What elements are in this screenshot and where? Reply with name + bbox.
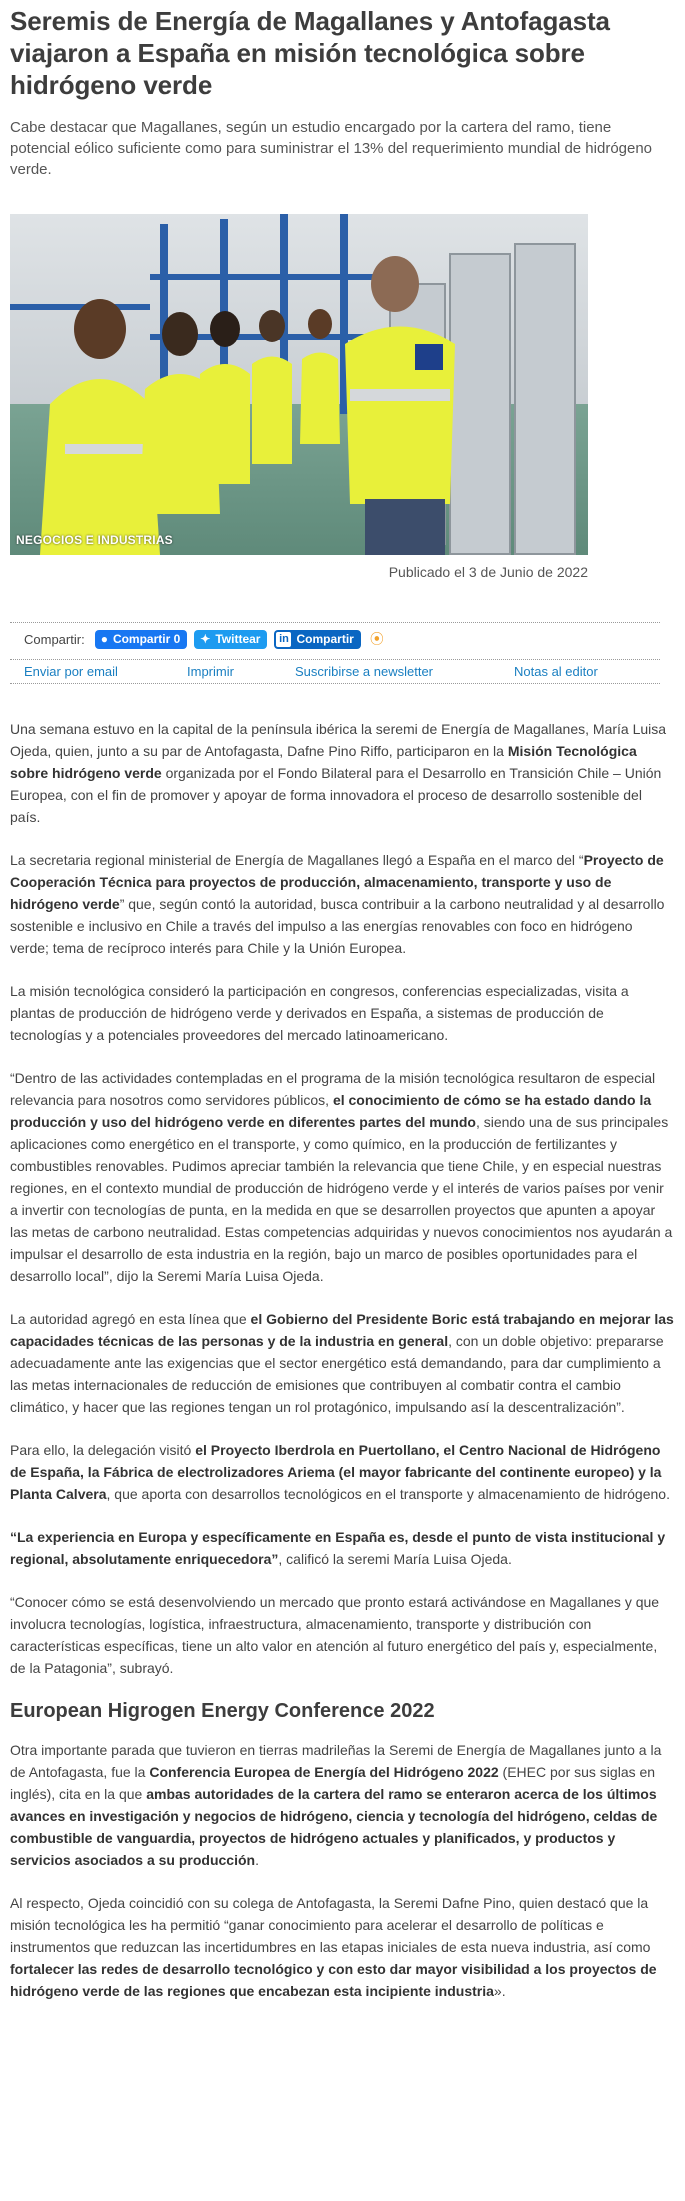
article-photo <box>10 214 588 555</box>
text-run: La secretaria regional ministerial de Energía de Magallanes llegó a España en el marco del “ <box>10 852 584 868</box>
text-run: Al respecto, Ojeda coincidió con su colega de Antofagasta, la Seremi Dafne Pino, quien destacó que la misión tecnológica les ha permitió “ganar conocimiento para acelerar el desarrollo de políticas e instrumentos que reduzcan las incertidumbres en las etapas iniciales de esta nueva industria, así como <box>10 1895 651 1955</box>
text-run: “Dentro de las actividades contempladas en el programa de la misión tecnológica resultaron de especial relevancia para nosotros como servidores públicos, <box>10 1070 656 1108</box>
article-paragraph <box>10 1739 675 1871</box>
text-run: organizada por el Fondo Bilateral para el Desarrollo en Transición Chile – Unión Europea, con el fin de promover y apoyar de forma innovadora el proceso de desarrollo sostenible del país. <box>10 765 662 825</box>
article-paragraph <box>10 849 675 959</box>
twitter-icon: ✦ <box>200 632 211 646</box>
section-heading: European Higrogen Energy Conference 2022 <box>10 1700 435 1722</box>
bold-text: Conferencia Europea de Energía del Hidrógeno 2022 <box>149 1764 499 1780</box>
bold-text: el Proyecto Iberdrola en Puertollano, el Centro Nacional de Hidrógeno de España, la Fábrica de electrolizadores Ariema (el mayor fabricante del continente europeo) y la Planta Calvera <box>10 1442 662 1502</box>
text-run: Para ello, la delegación visitó <box>10 1442 196 1458</box>
article-paragraph <box>10 1308 675 1418</box>
facebook-share-label: Compartir 0 <box>112 632 181 646</box>
rss-icon[interactable]: ⦿ <box>369 631 384 647</box>
share-label: Compartir: <box>24 631 85 647</box>
newsletter-link[interactable]: Suscribirse a newsletter <box>295 664 433 679</box>
linkedin-icon: in <box>276 632 291 647</box>
text-run: Una semana estuvo en la capital de la península ibérica la seremi de Energía de Magallanes, María Luisa Ojeda, quien, junto a su par de Antofagasta, Dafne Pino Riffo, participaron en la <box>10 721 667 759</box>
publish-date: Publicado el 3 de Junio de 2022 <box>388 564 588 580</box>
article-paragraphs <box>10 718 675 1679</box>
linkedin-share-button[interactable] <box>274 630 360 649</box>
article-lead: Cabe destacar que Magallanes, según un estudio encargado por la cartera del ramo, tiene potencial eólico suficiente como para suministrar el 13% del requerimiento mundial de hidrógeno verde. <box>10 119 653 178</box>
text-run: , siendo una de sus principales aplicaciones como energético en el transporte, y como químico, en la producción de fertilizantes y combustibles renovables. Pudimos apreciar también la relevancia que tiene Chile, y en especial nuestras regiones, en el contexto mundial de producción de hidrógeno verde y el interés de varios países por venir a invertir con tecnologías de punta, en la medida en que se desarrollen proyectos que apunten a apoyar las metas de carbono neutralidad. Estas competencias adquiridas y nuevos conocimientos nos ayudarán a impulsar el desarrollo de esta industria en la región, bajo un marco de posibles oportunidades para el desarrollo local”, dijo la Seremi María Luisa Ojeda. <box>10 1114 673 1284</box>
section-paragraphs <box>10 1739 675 2002</box>
linkedin-share-label: Compartir <box>296 632 354 646</box>
article-body <box>10 718 675 2002</box>
twitter-share-button[interactable] <box>194 630 267 649</box>
bold-text: fortalecer las redes de desarrollo tecnológico y con esto dar mayor visibilidad a los proyectos de hidrógeno verde de las regiones que encabezan esta incipiente industria <box>10 1961 657 1999</box>
text-run: La autoridad agregó en esta línea que <box>10 1311 251 1327</box>
image-category-tag: NEGOCIOS E INDUSTRIAS <box>16 533 173 547</box>
bold-text: “La experiencia en Europa y específicamente en España es, desde el punto de vista institucional y regional, absolutamente enriquecedora” <box>10 1529 666 1567</box>
text-run: . <box>255 1852 259 1868</box>
text-run: Otra importante parada que tuvieron en tierras madrileñas la Seremi de Energía de Magallanes junto a la de Antofagasta, fue la <box>10 1742 662 1780</box>
article-paragraph <box>10 1892 675 2002</box>
share-bar <box>10 622 660 684</box>
article-paragraph <box>10 718 675 828</box>
bold-text: Misión Tecnológica sobre hidrógeno verde <box>10 743 637 781</box>
text-run: La misión tecnológica consideró la participación en congresos, conferencias especializadas, visita a plantas de producción de hidrógeno verde y derivados en España, a sistemas de producción de tecnologías y a potenciales proveedores del mercado latinoamericano. <box>10 983 629 1043</box>
email-link[interactable]: Enviar por email <box>24 664 118 679</box>
bold-text: Proyecto de Cooperación Técnica para proyectos de producción, almacenamiento, transporte y uso de hidrógeno verde <box>10 852 664 912</box>
share-links <box>10 659 660 679</box>
bold-text: ambas autoridades de la cartera del ramo se enteraron acerca de los últimos avances en investigación y negocios de hidrógeno, ciencia y tecnología del hidrógeno, celdas de combustible de vanguardia, proyectos de hidrógeno actuales y planificados, y productos y servicios asociados a su producción <box>10 1786 658 1868</box>
print-link[interactable]: Imprimir <box>187 664 234 679</box>
facebook-icon: ● <box>100 632 108 646</box>
text-run: , que aporta con desarrollos tecnológicos en el transporte y almacenamiento de hidrógeno. <box>106 1486 670 1502</box>
facebook-share-button[interactable] <box>95 630 188 649</box>
bold-text: el conocimiento de cómo se ha estado dando la producción y uso del hidrógeno verde en diferentes partes del mundo <box>10 1092 652 1130</box>
text-run: ” que, según contó la autoridad, busca contribuir a la carbono neutralidad y al desarrollo sostenible e inclusivo en Chile a través del impulso a las energías renovables con foco en hidrógeno verde; tema de recíproco interés para Chile y la Unión Europea. <box>10 896 665 956</box>
bold-text: el Gobierno del Presidente Boric está trabajando en mejorar las capacidades técnicas de las personas y de la industria en general <box>10 1311 674 1349</box>
article-paragraph <box>10 1439 675 1505</box>
article-title: Seremis de Energía de Magallanes y Antofagasta viajaron a España en misión tecnológica sobre hidrógeno verde <box>10 6 610 100</box>
text-run: , con un doble objetivo: prepararse adecuadamente ante las exigencias que el sector energético está demandando, para dar cumplimiento a las metas internacionales de reducción de emisiones que contribuyen al combatir contra el cambio climático, y hacer que las regiones tengan un rol protagónico, impulsando así la descentralización”. <box>10 1333 664 1415</box>
editor-notes-link[interactable]: Notas al editor <box>514 664 598 679</box>
article-paragraph <box>10 1526 675 1570</box>
article <box>0 5 685 2002</box>
text-run: “Conocer cómo se está desenvolviendo un mercado que pronto estará activándose en Magallanes y que involucra tecnologías, logística, infraestructura, almacenamiento, transporte y distribución con características específicas, tiene un alto valor en atención al futuro energético del país y, especialmente, de la Patagonia”, subrayó. <box>10 1594 660 1676</box>
twitter-share-label: Twittear <box>215 632 261 646</box>
article-paragraph <box>10 1591 675 1679</box>
factory-visit-photo <box>10 214 588 555</box>
article-paragraph <box>10 1067 675 1287</box>
text-run: ». <box>493 1983 506 1999</box>
text-run: (EHEC por sus siglas en inglés), cita en la que <box>10 1764 656 1802</box>
article-paragraph <box>10 980 675 1046</box>
text-run: , calificó la seremi María Luisa Ojeda. <box>278 1551 512 1567</box>
